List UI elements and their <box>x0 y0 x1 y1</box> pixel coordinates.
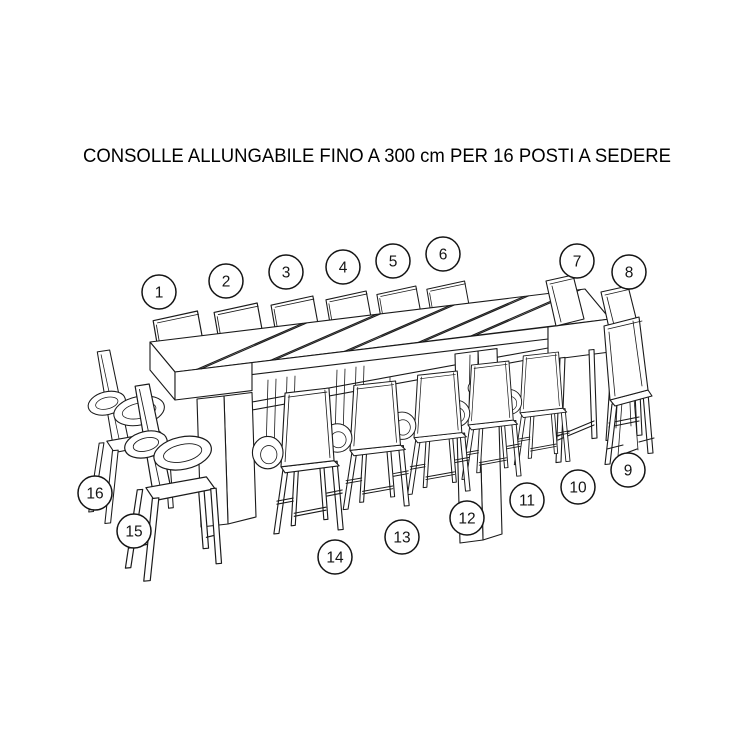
callout-label-6: 6 <box>438 246 448 264</box>
callout-label-1: 1 <box>154 284 164 302</box>
callout-label-16: 16 <box>86 485 104 503</box>
callout-label-4: 4 <box>338 259 348 277</box>
chair-14 <box>252 388 343 534</box>
callout-label-15: 15 <box>125 523 143 541</box>
callout-label-5: 5 <box>388 253 398 271</box>
callout-label-14: 14 <box>326 549 344 567</box>
callout-label-11: 11 <box>518 492 536 510</box>
callout-label-9: 9 <box>623 462 633 480</box>
page-title: CONSOLLE ALLUNGABILE FINO A 300 cm PER 16 POSTI A SEDERE <box>83 146 671 167</box>
callout-label-3: 3 <box>281 264 291 282</box>
callout-label-7: 7 <box>572 253 582 271</box>
callout-label-8: 8 <box>624 264 634 282</box>
callout-label-10: 10 <box>569 479 587 497</box>
callout-label-12: 12 <box>458 510 476 528</box>
callout-label-2: 2 <box>221 273 231 291</box>
chair-9 <box>604 317 654 465</box>
callout-label-13: 13 <box>393 529 411 547</box>
